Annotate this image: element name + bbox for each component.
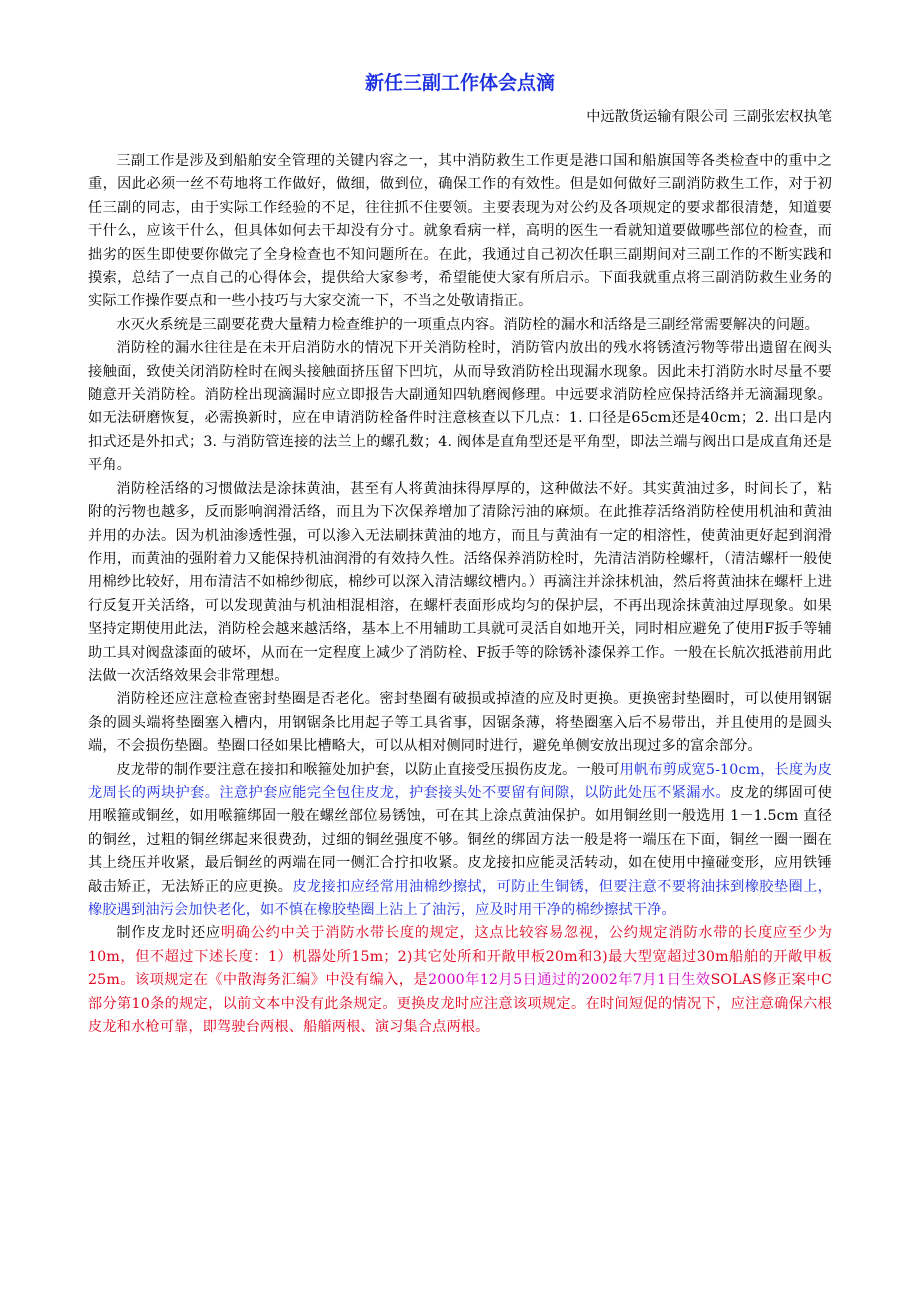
hose-length-highlight-red-2: SOLAS修正案中C部分第10条的规定，以前文本中没有此条规定。更换皮龙时应注意该项规定。在时间短促的情况下，应注意确保六根皮龙和水枪可靠，即驾驶台两根、船艏两根、演习集合点两根。 xyxy=(88,972,833,1036)
document-title: 新任三副工作体会点滴 xyxy=(364,72,555,94)
hose-length-text-1: 制作皮龙时还应 xyxy=(116,925,221,942)
hose-making-text-2: 皮龙的绑固可使用喉箍或铜丝，如用喉箍绑固一般在螺丝部位易锈蚀，可在其上涂点黄油保护。如用铜丝則一般选用 1－1.5cm 直径的铜丝，过粗的铜丝绑起来很费劲，过细的铜丝强度不够。铜丝的绑固方法一般是将一端压在下面，铜丝一圈一圈在其上绕压并收紧，最后铜丝的两端在同一侧汇合拧扣收紧。皮龙接扣应能灵活转动，如在使用中撞碰变形，应用铁锤敲击矫正，无法矫正的应更换。 xyxy=(88,784,832,895)
paragraph-hydrant-lubrication: 消防栓活络的习惯做法是涂抹黄油，甚至有人将黄油抹得厚厚的，这种做法不好。其实黄油过多，时间长了，粘附的污物也越多，反而影响润滑活络，而且为下次保养增加了清除污油的麻烦。在此推荐活络消防栓使用机油和黄油并用的办法。因为机油渗透性强，可以渗入无法刷抹黄油的地方，而且与黄油有一定的相溶性，使黄油更好起到润滑作用，而黄油的强附着力又能保持机油润滑的有效持久性。活络保养消防栓时，先清洁消防栓螺杆，（清洁螺杆一般使用棉纱比较好，用布清洁不如棉纱彻底，棉纱可以深入清洁螺纹槽内。）再滴注并涂抹机油，然后将黄油抹在螺杆上进行反复开关活络，可以发现黄油与机油相混相溶，在螺杆表面形成均匀的保护层，不再出现涂抹黄油过厚现象。如果坚持定期使用此法，消防栓会越来越活络，基本上不用辅助工具就可灵活自如地开关，同时相应避免了使用F扳手等辅助工具对阀盘漆面的破坏，从而在一定程度上减少了消防栓、F扳手等的除锈补漆保养工作。一般在长航次抵港前用此法做一次活络效果会非常理想。 xyxy=(88,480,832,684)
hose-making-highlight-blue-2: 皮龙接扣应经常用油棉纱擦拭，可防止生铜锈，但要注意不要将油抹到橡胶垫圈上，橡胶遇到油污会加快老化，如不慎在橡胶垫圈上沾上了油污，应及时用干净的棉纱擦拭干净。 xyxy=(88,878,832,918)
paragraph-hose-length-rule xyxy=(88,922,832,1039)
paragraph-intro: 三副工作是涉及到船舶安全管理的关键内容之一，其中消防救生工作更是港口国和船旗国等各类检查中的重中之重，因此必须一丝不苟地将工作做好，做细，做到位，确保工作的有效性。但是如何做好三副消防救生工作，对于初任三副的同志，由于实际工作经验的不足，往往抓不住要领。主要表现为对公约及各项规定的要求都很清楚，知道要干什么，应该干什么，但具体如何去干却没有分寸。就象看病一样，高明的医生一看就知道要做哪些部位的检查，而拙劣的医生即使要你做完了全身检查也不知问题所在。在此，我通过自己初次任职三副期间对三副工作的不断实践和摸索，总结了一点自己的心得体会，提供给大家参考，希望能使大家有所启示。下面我就重点将三副消防救生业务的实际工作操作要点和一些小技巧与大家交流一下，不当之处敬请指正。 xyxy=(88,153,832,310)
hose-making-highlight-blue-1: 用帆布剪成宽5-10cm，长度为皮龙周长的两块护套。注意护套应能完全包住皮龙，护套接头处不要留有间隙，以防此处压不紧漏水。 xyxy=(88,761,832,801)
paragraph-hose-making xyxy=(88,759,832,923)
paragraph-water-fire-system: 水灭火系统是三副要花费大量精力检查维护的一项重点内容。消防栓的漏水和活络是三副经常需要解决的问题。 xyxy=(116,316,819,333)
paragraph-hydrant-gasket: 消防栓还应注意检查密封垫圈是否老化。密封垫圈有破损或掉渣的应及时更换。更换密封垫圈时，可以使用钢锯条的圆头端将垫圈塞入槽内，用钢锯条比用起子等工具省事，因锯条薄，将垫圈塞入后不易带出，并且使用的是圆头端，不会损伤垫圈。垫圈口径如果比槽略大，可以从相对侧同时进行，避免单侧安放出现过多的富余部分。 xyxy=(88,691,832,755)
document-page xyxy=(88,70,832,1039)
hose-length-highlight-red-1: 明确公约中关于消防水带长度的规定，这点比较容易忽视，公约规定消防水带的长度应至少为10m，但不超过下述长度：1）机器处所15m；2)其它处所和开敞甲板20m和3)最大型宽超过30m船舶的开敞甲板25m。该项规定在《中散海务汇编》中没有编入，是 xyxy=(88,925,832,989)
hose-making-text-1: 皮龙带的制作要注意在接扣和喉箍处加护套，以防止直接受压损伤皮龙。一般可 xyxy=(116,761,620,778)
hose-length-highlight-magenta: 2000年12月5日通过的2002年7月1日生效 xyxy=(428,972,711,989)
paragraph-hydrant-leak: 消防栓的漏水往往是在未开启消防水的情况下开关消防栓时，消防管内放出的残水将锈渣污物等带出遗留在阀头接触面，致使关闭消防栓时在阀头接触面挤压留下凹坑，从而导致消防栓出现漏水现象。因此未打消防水时尽量不要随意开关消防栓。消防栓出现滴漏时应立即报告大副通知四轨磨阀修理。中远要求消防栓应保持活络并无滴漏现象。如无法研磨恢复，必需换新时，应在申请消防栓备件时注意核查以下几点：1. 口径是65cm还是40cm；2. 出口是内扣式还是外扣式；3. 与消防管连接的法兰上的螺孔数；4. 阀体是直角型还是平角型，即法兰端与阀出口是成直角还是平角。 xyxy=(88,340,832,474)
document-byline: 中远散货运输有限公司 三副张宏权执笔 xyxy=(586,109,832,125)
